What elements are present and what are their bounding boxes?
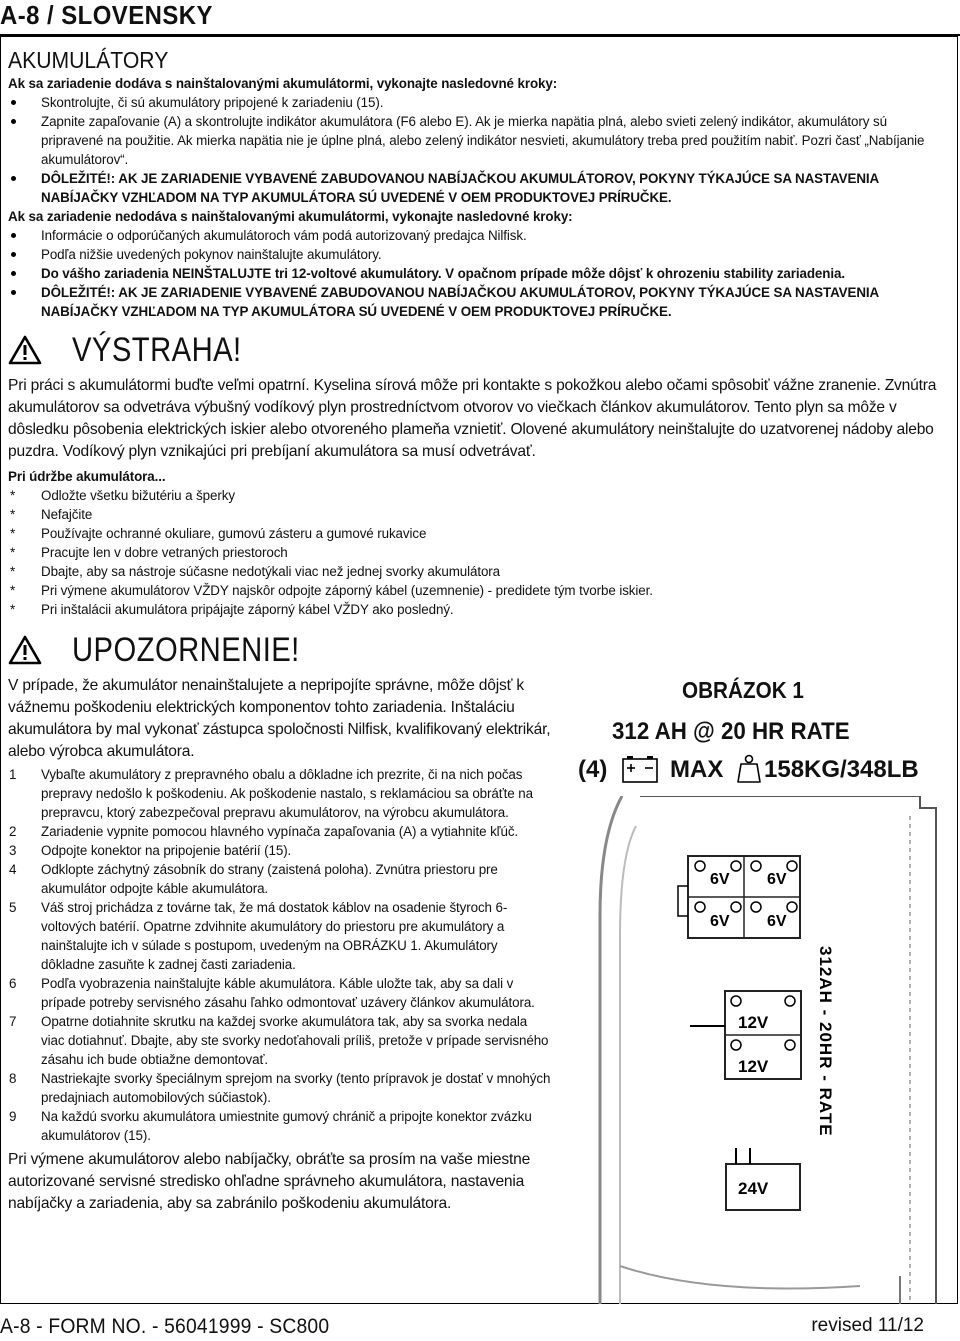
installed-step: Skontrolujte, či sú akumulátory pripojené k zariadeniu (15). <box>8 93 948 112</box>
vertical-rate-label: 312AH - 20HR - RATE <box>816 946 835 1137</box>
footer-form-number: A-8 - FORM NO. - 56041999 - SC800 <box>0 1315 330 1338</box>
warning-triangle-icon <box>8 335 42 365</box>
install-step: 4 Odklopte záchytný zásobník do strany (zaistená poloha). Zvnútra priestoru pre akumulátor odpojte káble akumulátora. <box>9 862 498 896</box>
star-bullet: * <box>10 602 16 617</box>
star-bullet: * <box>10 526 16 541</box>
install-step: 2 Zariadenie vypnite pomocou hlavného vypínača zapaľovania (A) a vytiahnite kľúč. <box>9 824 519 839</box>
install-step: 1 Vybaľte akumulátory z prepravného obalu a dôkladne ich prezrite, či na nich počas prepravy nedošlo k poškodeniu. Ak poškodenie nastalo, s reklamáciou sa obráťte na prepravcu, ktorý zabezpečoval prepravu akumulátorov, na výrobcu akumulátora. <box>9 767 533 820</box>
install-steps <box>8 765 553 1145</box>
installed-step-important: DÔLEŽITÉ!: AK JE ZARIADENIE VYBAVENÉ ZABUDOVANOU NABÍJAČKOU AKUMULÁTOROV, POKYNY TÝKAJÚCE SA NASTAVENIA NABÍJAČKY VZHĽADOM NA TYP AKUMULÁTORA SÚ UVEDENÉ V OEM PRODUKTOVEJ PRÍRUČKE. <box>8 169 948 207</box>
battery-layout-diagram <box>560 796 950 1304</box>
closing-text: Pri výmene akumulátorov alebo nabíjačky, obráťte sa prosím na vaše miestne autorizované servisné stredisko ohľadne správneho akumulátora, nastavenia nabíjačky a zariadenia, aby sa zabránilo poškodeniu akumulátora. <box>8 1151 531 1212</box>
compartment-wall <box>600 796 622 1304</box>
not-installed-steps <box>8 226 948 321</box>
not-installed-intro: Ak sa zariadenie nedodáva s nainštalovanými akumulátormi, vykonajte nasledovné kroky: <box>8 209 573 224</box>
section-title: AKUMULÁTORY <box>8 47 169 73</box>
not-installed-step: Podľa nižšie uvedených pokynov nainštalujte akumulátory. <box>8 245 948 264</box>
maintenance-heading: Pri údržbe akumulátora... <box>8 469 166 484</box>
footer-revised: revised 11/12 <box>811 1315 924 1336</box>
maintenance-list <box>8 486 948 619</box>
battery-icon <box>621 754 659 784</box>
weight-value: 158KG/348LB <box>764 756 919 783</box>
figure-rate: 312 AH @ 20 HR RATE <box>612 718 850 745</box>
install-step: 6 Podľa vyobrazenia nainštalujte káble akumulátora. Káble uložte tak, aby sa dali v prípade potreby servisného zásahu ľahko odmontovať uzávery článkov akumulátora. <box>9 976 535 1010</box>
warning-text: Pri práci s akumulátormi buďte veľmi opatrní. Kyselina sírová môže pri kontakte s pokožkou alebo očami spôsobiť vážne zranenie. Zvnútra akumulátorov sa odvetráva výbušný vodíkový plyn prostredníctvom otvorov vo viečkach článkov akumulátorov. Tento plyn sa môže v dôsledku pôsobenia elektrických iskier alebo otvoreného plameňa vznietiť. Olovené akumulátory neinštalujte do uzatvorenej nádoby alebo puzdra. Vodíkový plyn vznikajúci pri prebíjaní akumulátora sa musí odvetrávať. <box>8 377 937 460</box>
installed-steps <box>8 93 948 207</box>
install-step: 5 Váš stroj prichádza z továrne tak, že má dostatok káblov na osadenie štyroch 6-voltových batérií. Opatrne zdvihnite akumulátory do priestoru pre akumulátory a nainštalujte ich v súlade s postupom, uvedeným na OBRÁZKU 1. Akumulátory dôkladne zasuňte k zadnej časti zariadenia. <box>9 900 508 972</box>
install-step: 8 Nastriekajte svorky špeciálnym sprejom na svorky (tento prípravok je dostať v mnohých predajniach automobilových súčiastok). <box>9 1071 551 1105</box>
maintenance-item: * Pracujte len v dobre vetraných priestoroch <box>10 545 288 560</box>
star-bullet: * <box>10 488 16 503</box>
battery-label: 24V <box>738 1179 769 1198</box>
caution-heading <box>8 631 948 669</box>
caution-column <box>8 675 553 1215</box>
maintenance-item: * Dbajte, aby sa nástroje súčasne nedotýkali viac než jednej svorky akumulátora <box>10 564 500 579</box>
install-step: 7 Opatrne dotiahnite skrutku na každej svorke akumulátora tak, aby sa svorka nedala viac dotiahnuť. Dbajte, aby ste svorky nedoťahovali príliš, pretože v prípade servisného zásahu ich bude obtiažne demontovať. <box>9 1014 549 1067</box>
page-header-title: A-8 / SLOVENSKY <box>0 0 213 30</box>
maintenance-item: * Odložte všetku bižutériu a šperky <box>10 488 235 503</box>
installed-step: Zapnite zapaľovanie (A) a skontrolujte indikátor akumulátora (F6 alebo E). Ak je mierka napätia plná, alebo svieti zelený indikátor, akumulátory sú pripravené na použitie. Ak mierka napätia nie je úplne plná, alebo zelený indikátor nesvieti, akumulátory treba pred použitím nabiť. Pozri časť „Nabíjanie akumulátorov“. <box>8 112 948 169</box>
warning-heading <box>8 331 948 369</box>
star-bullet: * <box>10 564 16 579</box>
not-installed-step-important: DÔLEŽITÉ!: AK JE ZARIADENIE VYBAVENÉ ZABUDOVANOU NABÍJAČKOU AKUMULÁTOROV, POKYNY TÝKAJÚCE SA NASTAVENIA NABÍJAČKY VZHĽADOM NA TYP AKUMULÁTORA SÚ UVEDENÉ V OEM PRODUKTOVEJ PRÍRUČKE. <box>8 283 948 321</box>
battery-label: 6V <box>710 871 730 888</box>
not-installed-step: Do vášho zariadenia NEINŠTALUJTE tri 12-voltové akumulátory. V opačnom prípade môže dôjsť k ohrozeniu stability zariadenia. <box>8 264 948 283</box>
battery-label: 12V <box>738 1013 769 1032</box>
battery-label: 6V <box>767 913 787 930</box>
star-bullet: * <box>10 583 16 598</box>
maintenance-item: * Pri inštalácii akumulátora pripájajte záporný kábel VŽDY ako posledný. <box>10 602 454 617</box>
battery-count: (4) <box>578 756 608 783</box>
install-step: 9 Na každú svorku akumulátora umiestnite gumový chránič a pripojte konektor zvázku akumulátorov (15). <box>9 1109 532 1143</box>
figure-title: OBRÁZOK 1 <box>682 677 804 703</box>
not-installed-step: Informácie o odporúčaných akumulátoroch vám podá autorizovaný predajca Nilfisk. <box>8 226 948 245</box>
caution-triangle-icon <box>8 635 42 665</box>
caution-text: V prípade, že akumulátor nenainštalujete a nepripojíte správne, môže dôjsť k vážnemu poškodeniu elektrických komponentov tohto zariadenia. Inštaláciu akumulátora by mal vykonať zástupca spoločnosti Nilfisk, kvalifikovaný elektrikár, alebo výrobca akumulátora. <box>8 677 551 760</box>
star-bullet: * <box>10 507 16 522</box>
star-bullet: * <box>10 545 16 560</box>
maintenance-item: * Pri výmene akumulátorov VŽDY najskôr odpojte záporný kábel (uzemnenie) - predidete tým tvorbe iskier. <box>10 583 653 598</box>
install-step: 3 Odpojte konektor na pripojenie batérií (15). <box>9 843 292 858</box>
max-label: MAX <box>670 756 724 783</box>
figure-spec <box>578 754 948 788</box>
caution-title: UPOZORNENIE! <box>72 631 300 669</box>
installed-intro: Ak sa zariadenie dodáva s nainštalovanými akumulátormi, vykonajte nasledovné kroky: <box>8 76 558 91</box>
weight-icon <box>736 754 762 784</box>
battery-label: 6V <box>710 913 730 930</box>
maintenance-item: * Používajte ochranné okuliare, gumovú zásteru a gumové rukavice <box>10 526 427 541</box>
battery-label: 12V <box>738 1057 769 1076</box>
maintenance-item: * Nefajčite <box>10 507 93 522</box>
battery-label: 6V <box>767 871 787 888</box>
warning-title: VÝSTRAHA! <box>72 331 242 369</box>
